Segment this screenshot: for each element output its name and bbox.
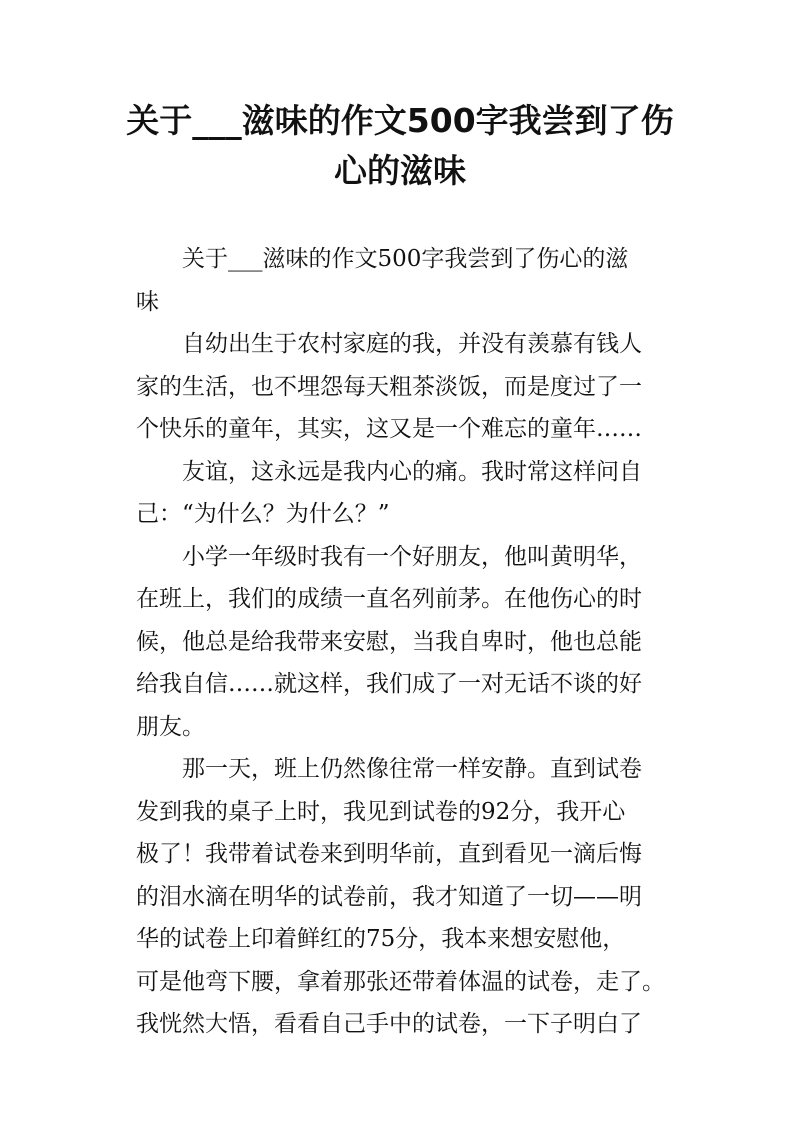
text-line: 友谊，这永远是我内心的痛。我时常这样问自: [182, 458, 642, 485]
paragraph: [136, 748, 676, 1046]
text-line: 关于___滋味的作文500字我尝到了伤心的滋: [182, 246, 629, 272]
text-line: 候，他总是给我带来安慰，当我自卑时，他也总能: [136, 628, 642, 655]
text-line: 家的生活，也不埋怨每天粗茶淡饭，而是度过了一: [136, 373, 642, 400]
title-line: 心的滋味: [334, 151, 466, 190]
text-line: 在班上，我们的成绩一直名列前茅。在他伤心的时: [136, 586, 642, 612]
text-line: 给我自信……就这样，我们成了一对无话不谈的好: [136, 671, 642, 697]
paragraph: [136, 238, 676, 323]
text-line: 极了！我带着试卷来到明华前，直到看见一滴后悔: [136, 841, 642, 867]
text-line: 己：“为什么？为什么？”: [136, 501, 390, 527]
article-body: [136, 238, 676, 1046]
title-line: 关于___滋味的作文500字我尝到了伤: [126, 101, 674, 140]
paragraph: [136, 451, 676, 536]
text-line: 个快乐的童年，其实，这又是一个难忘的童年……: [136, 416, 642, 442]
text-line: 朋友。: [136, 713, 205, 740]
paragraph: [136, 536, 676, 749]
text-line: 可是他弯下腰，拿着那张还带着体温的试卷，走了。: [136, 968, 665, 995]
text-line: 自幼出生于农村家庭的我，并没有羡慕有钱人: [182, 331, 642, 357]
text-line: 华的试卷上印着鲜红的75分，我本来想安慰他，: [136, 926, 626, 952]
text-line: 味: [136, 288, 159, 315]
text-line: 那一天，班上仍然像往常一样安静。直到试卷: [182, 756, 642, 782]
paragraph: [136, 323, 676, 451]
page-title: [110, 96, 690, 196]
text-line: 发到我的桌子上时，我见到试卷的92分，我开心: [136, 798, 626, 825]
text-line: 我恍然大悟，看看自己手中的试卷，一下子明白了: [136, 1011, 642, 1037]
text-line: 的泪水滴在明华的试卷前，我才知道了一切——明: [136, 883, 642, 910]
text-line: 小学一年级时我有一个好朋友，他叫黄明华，: [182, 543, 642, 570]
